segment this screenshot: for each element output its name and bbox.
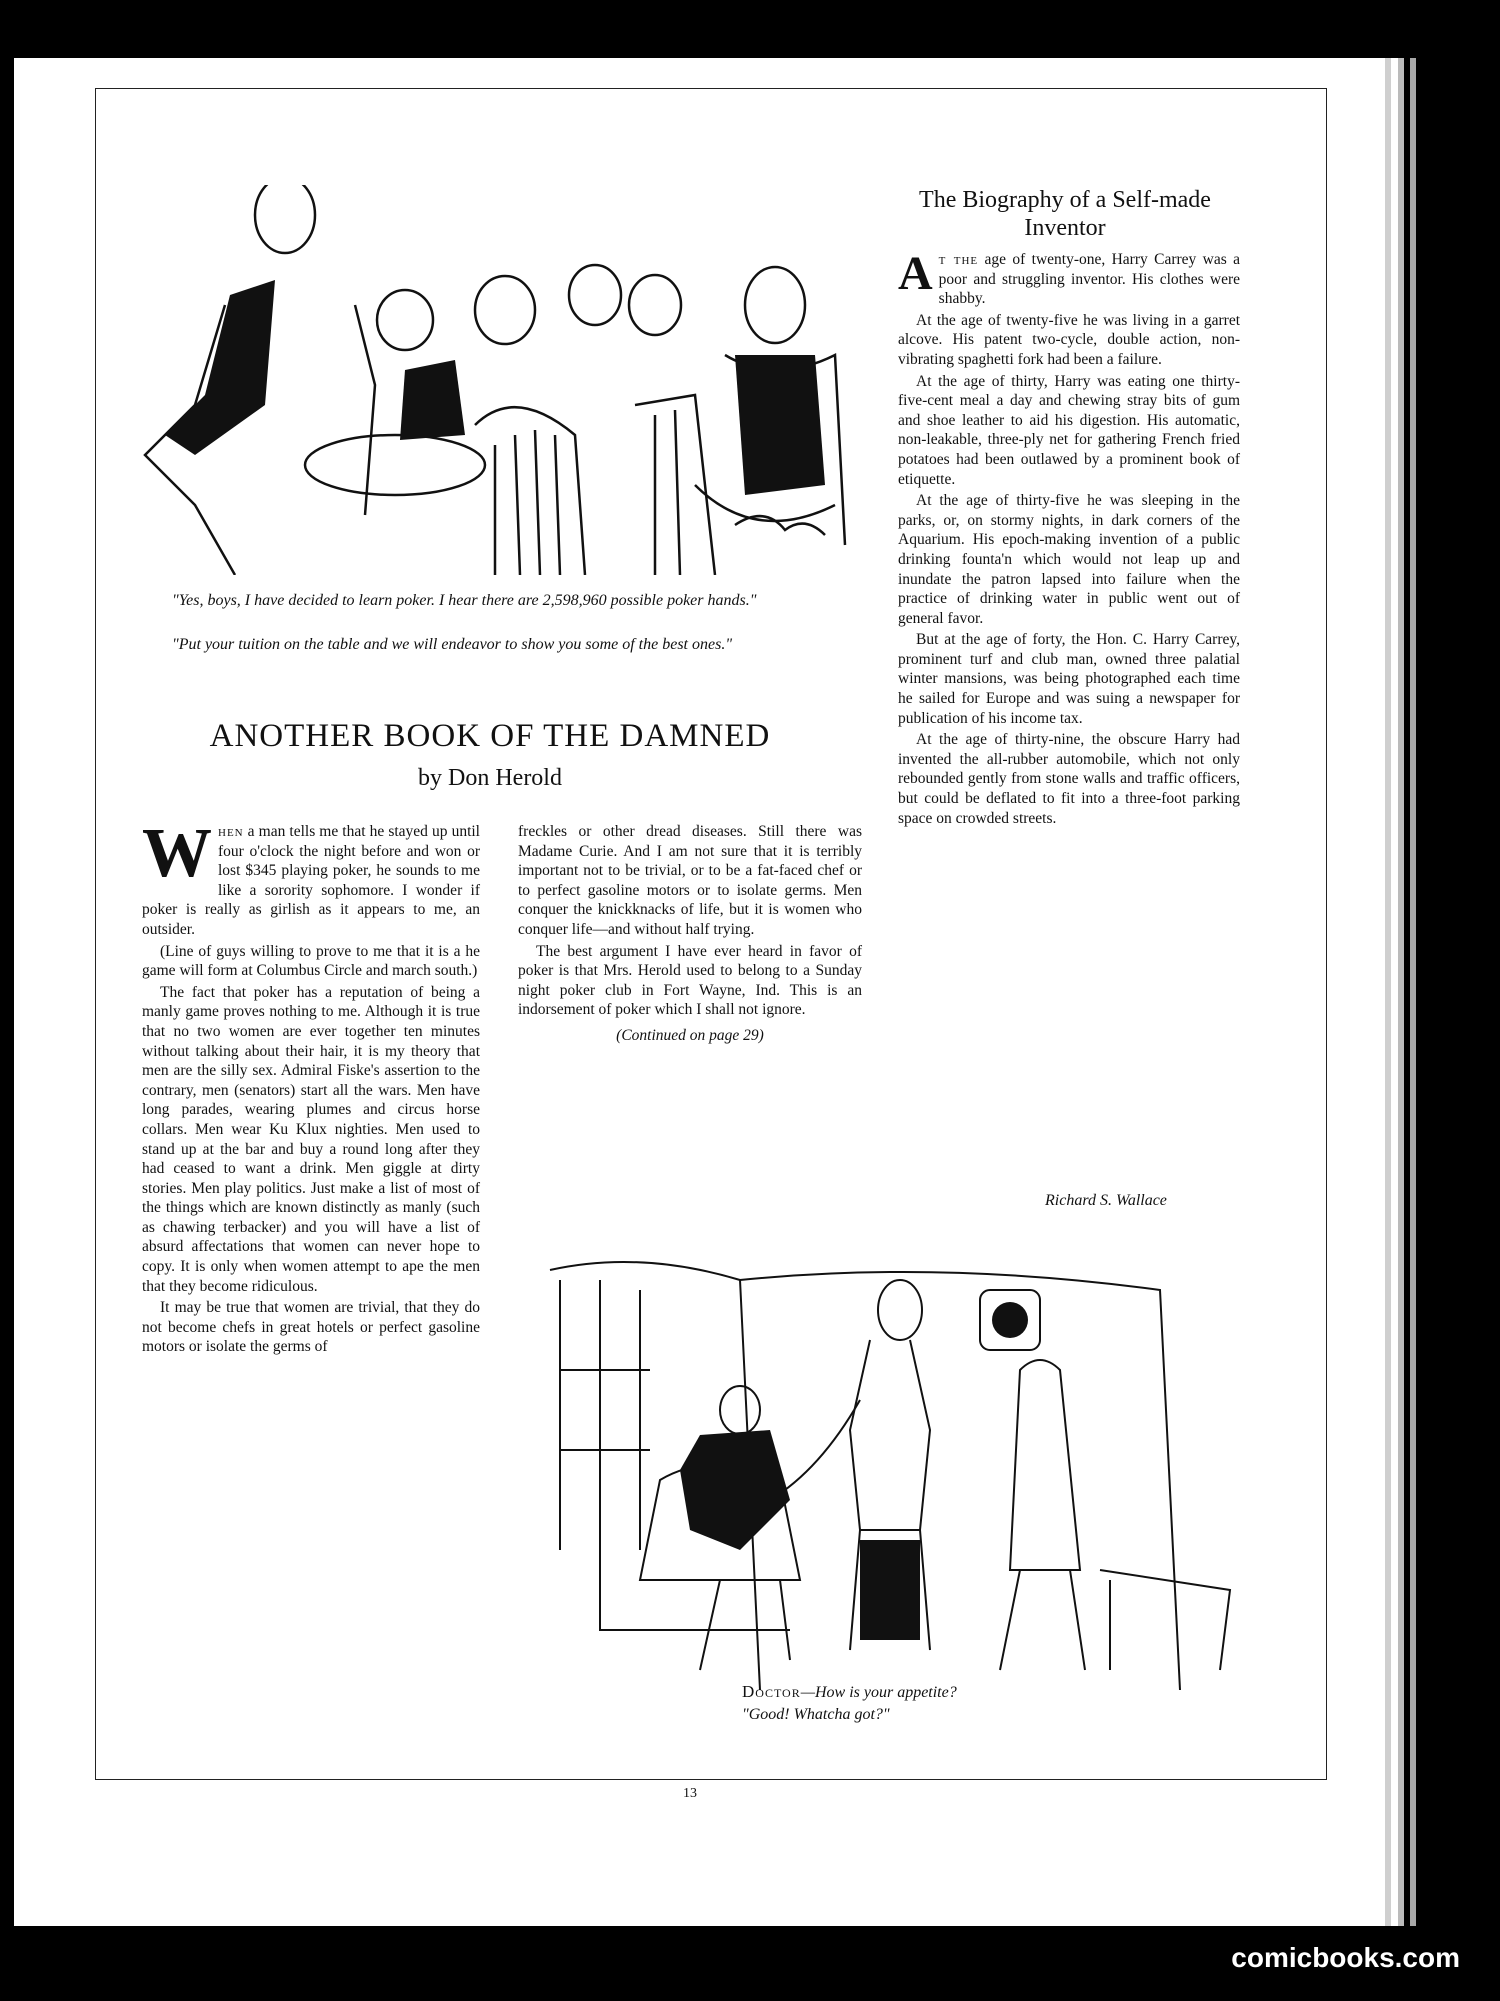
article-byline: by Don Herold	[418, 765, 562, 791]
doctor-cartoon-illustration	[540, 1250, 1240, 1690]
article-paragraph: freckles or other dread diseases. Still there was Madame Curie. And I am not sure that it is terribly important not to be trivial, or to be a fat-faced chef or to perfect gasoline motors or to isolate germs. Men conquer the knickknacks of life, but it is women who conquer life—and without half trying.	[518, 823, 862, 938]
drop-cap: A	[898, 247, 933, 300]
caption-speaker: Doctor	[742, 1682, 801, 1701]
article-column-2	[518, 822, 862, 1048]
page-edge	[1398, 58, 1404, 1926]
sidebar-signature: Richard S. Wallace	[1045, 1192, 1167, 1209]
page-number: 13	[683, 1786, 697, 1801]
sidebar-paragraph: At the age of twenty-one, Harry Carrey was a poor and struggling inventor. His clothes were shabby.	[898, 247, 1240, 308]
poker-cartoon-illustration	[135, 185, 865, 575]
sidebar-title: The Biography of a Self-made Inventor	[919, 187, 1211, 241]
sidebar-paragraph: At the age of thirty-nine, the obscure Harry had invented the all-rubber automobile, which not only rebounded gently from stone walls and traffic officers, but could be deflated to fit into a three-foot parking space on crowded streets.	[898, 731, 1240, 827]
article-paragraph: (Line of guys willing to prove to me that it is a he game will form at Columbus Circle and march south.)	[142, 942, 480, 980]
caption-answer: "Good! Whatcha got?"	[742, 1706, 890, 1723]
sidebar-paragraph: But at the age of forty, the Hon. C. Harry Carrey, prominent turf and club man, owned three palatial winter mansions, was being photographed each time he sailed for Europe and was suing a newspaper for publication of his income tax.	[898, 631, 1240, 727]
page-edge	[1410, 58, 1416, 1926]
article-paragraph: It may be true that women are trivial, that they do not become chefs in great hotels or perfect gasoline motors or isolate the germs of	[142, 1299, 480, 1356]
top-cartoon-caption-1: "Yes, boys, I have decided to learn poker. I hear there are 2,598,960 possible poker hands."	[172, 592, 757, 609]
article-paragraph: When a man tells me that he stayed up until four o'clock the night before and won or lost $345 playing poker, he sounds to me like a sorority sophomore. I wonder if poker is really as girlish as it appears to me, an outsider.	[142, 815, 480, 938]
sidebar-paragraph: At the age of twenty-five he was living in a garret alcove. His patent two-cycle, double action, non-vibrating spaghetti fork had been a failure.	[898, 311, 1240, 368]
continued-note: (Continued on page 29)	[616, 1026, 764, 1044]
caption-question: —How is your appetite?	[800, 1684, 957, 1701]
article-headline: ANOTHER BOOK OF THE DAMNED	[209, 718, 771, 754]
article-paragraph: The best argument I have ever heard in favor of poker is that Mrs. Herold used to belong to a Sunday night poker club in Fort Wayne, Ind. This is an indorsement of poker which I shall not ignore.	[518, 942, 862, 1019]
drop-cap: W	[142, 815, 212, 892]
sidebar-column	[898, 247, 1240, 830]
top-cartoon-caption-2: "Put your tuition on the table and we will endeavor to show you some of the best ones."	[172, 636, 733, 653]
sidebar-paragraph: At the age of thirty, Harry was eating one thirty-five-cent meal a day and chewing stray bits of gum and shoe leather to aid his digestion. His automatic, non-leakable, three-ply net for gathering French fried potatoes had been outlawed by a prominent book of etiquette.	[898, 372, 1240, 488]
watermark: comicbooks.com	[1231, 1942, 1460, 1973]
article-paragraph: The fact that poker has a reputation of being a manly game proves nothing to me. Although it is true that no two women are ever together ten minutes without talking about their hair, it is my theory that men are the silly sex. Admiral Fiske's assertion to the contrary, men (senators) start all the wars. Men have long parades, wearing plumes and circus horse collars. Men wear Ku Klux nighties. Men used to stand up at the bar and buy a round long after they had ceased to want a drink. Men giggle at dirty stories. Men play politics. Just make a list of most of the things which are known distinctly as manly (such as chawing terbacker) and you will have a list of absurd affectations that women can never hope to copy. It is only when women attempt to ape the men that they become ridiculous.	[142, 983, 480, 1295]
article-column-1	[142, 815, 480, 1359]
sidebar-paragraph: At the age of thirty-five he was sleeping in the parks, or, on stormy nights, in dark corners of the Aquarium. His epoch-making invention of a public drinking founta'n which would not leap up and inundate the patron lapsed into failure when the practice of drinking water in public went out of general favor.	[898, 492, 1240, 627]
bottom-cartoon-caption	[742, 1682, 957, 1702]
page-edge	[1385, 58, 1391, 1926]
